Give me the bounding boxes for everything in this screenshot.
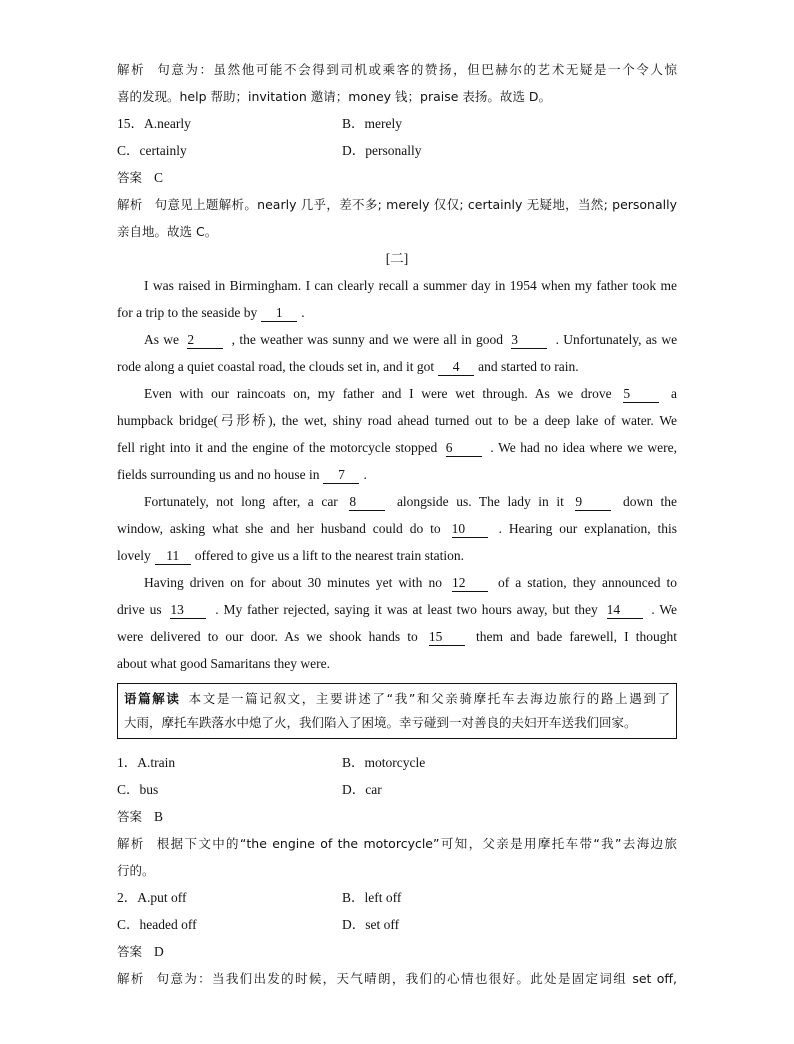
passage-line: fell right into it and the engine of the motorcycle stopped 6 . We had no idea where we were, [117,440,677,455]
blank-5: 5 [623,386,659,403]
answer-line [117,938,677,965]
explanation-line: 解析 句意为：虽然他可能不会得到司机或乘客的赞扬，但巴赫尔的艺术无疑是一个令人惊 [117,62,677,77]
summary-box: 语篇解读 本文是一篇记叙文，主要讲述了“我”和父亲骑摩托车去海边旅行的路上遇到了 大雨，摩托车跌落水中熄了火，我们陷入了困境。幸亏碰到一对善良的夫妇开车送我们回家。 [117,683,677,739]
option-a: 2．A.put off [117,890,187,905]
explanation-line: 解析 句意见上题解析。nearly 几乎，差不多; merely 仅仅; certainly 无疑地，当然; personally [117,197,677,212]
blank-15: 15 [429,629,465,646]
option-b: B．merely [342,116,402,131]
passage-line: humpback bridge(弓形桥), the wet, shiny road ahead turned out to be a deep lake of water. We [117,413,677,428]
option-d: D．personally [342,143,422,158]
blank-4: 4 [438,359,474,376]
answer-label: 答案 [117,809,143,824]
blank-2: 2 [187,332,223,349]
question-1-options-row2 [117,776,677,803]
question-15-options-row2 [117,137,677,164]
explanation-line: 解析 句意为：当我们出发的时候，天气晴朗，我们的心情也很好。此处是固定词组 set off, [117,971,677,986]
question-2-options-row1 [117,884,677,911]
blank-11: 11 [155,548,191,565]
blank-12: 12 [452,575,488,592]
passage-line: rode along a quiet coastal road, the clouds set in, and it got 4 and started to rain. [117,359,579,374]
option-d: D．car [342,782,382,797]
option-d: D．set off [342,917,400,932]
explanation-line: 行的。 [117,863,155,878]
section-title: [二] [385,251,409,266]
explanation-label: 解析 [117,62,146,77]
blank-3: 3 [511,332,547,349]
answer-line [117,803,677,830]
option-b: B．left off [342,890,402,905]
answer-value: B [154,809,164,824]
passage-line: fields surrounding us and no house in 7 . [117,467,367,482]
option-b: B．motorcycle [342,755,426,770]
option-a: 15．A.nearly [117,116,191,131]
passage-line: were delivered to our door. As we shook hands to 15 them and bade farewell, I thought [117,629,677,644]
answer-value: C [154,170,164,185]
explanation-label: 解析 [117,971,145,986]
answer-line [117,164,677,191]
blank-1: 1 [261,305,297,322]
passage-line: window, asking what she and her husband could do to 10 . Hearing our explanation, this [117,521,677,536]
blank-7: 7 [323,467,359,484]
answer-label: 答案 [117,170,143,185]
option-a: 1．A.train [117,755,176,770]
explanation-line: 喜的发现。help 帮助；invitation 邀请；money 钱；praise 表扬。故选 D。 [117,89,552,104]
option-c: C．headed off [117,917,197,932]
passage-line: drive us 13 . My father rejected, saying it was at least two hours away, but they 14 . We [117,602,677,617]
explanation-line: 解析 根据下文中的“the engine of the motorcycle”可知，父亲是用摩托车带“我”去海边旅 [117,836,677,851]
passage-line: Fortunately, not long after, a car 8 alongside us. The lady in it 9 down the [144,494,677,509]
blank-13: 13 [170,602,206,619]
blank-10: 10 [452,521,488,538]
passage-line: for a trip to the seaside by 1 . [117,305,305,320]
option-c: C．bus [117,782,159,797]
passage-line: Having driven on for about 30 minutes yet with no 12 of a station, they announced to [144,575,677,590]
answer-value: D [154,944,164,959]
summary-label: 语篇解读 [124,691,181,706]
content-area [117,56,677,992]
passage-line: I was raised in Birmingham. I can clearly recall a summer day in 1954 when my father took me [144,278,677,293]
passage-line: Even with our raincoats on, my father and I were wet through. As we drove 5 a [144,386,677,401]
explanation-line: 亲自地。故选 C。 [117,224,218,239]
question-15-options-row1 [117,110,677,137]
passage-line: about what good Samaritans they were. [117,656,330,671]
passage-line: As we 2 , the weather was sunny and we were all in good 3 . Unfortunately, as we [144,332,677,347]
option-c: C．certainly [117,143,187,158]
passage-line: lovely 11 offered to give us a lift to the nearest train station. [117,548,465,563]
question-1-options-row1 [117,749,677,776]
blank-14: 14 [607,602,643,619]
blank-8: 8 [349,494,385,511]
explanation-label: 解析 [117,836,145,851]
explanation-label: 解析 [117,197,143,212]
question-2-options-row2 [117,911,677,938]
answer-label: 答案 [117,944,143,959]
blank-6: 6 [446,440,482,457]
blank-9: 9 [575,494,611,511]
